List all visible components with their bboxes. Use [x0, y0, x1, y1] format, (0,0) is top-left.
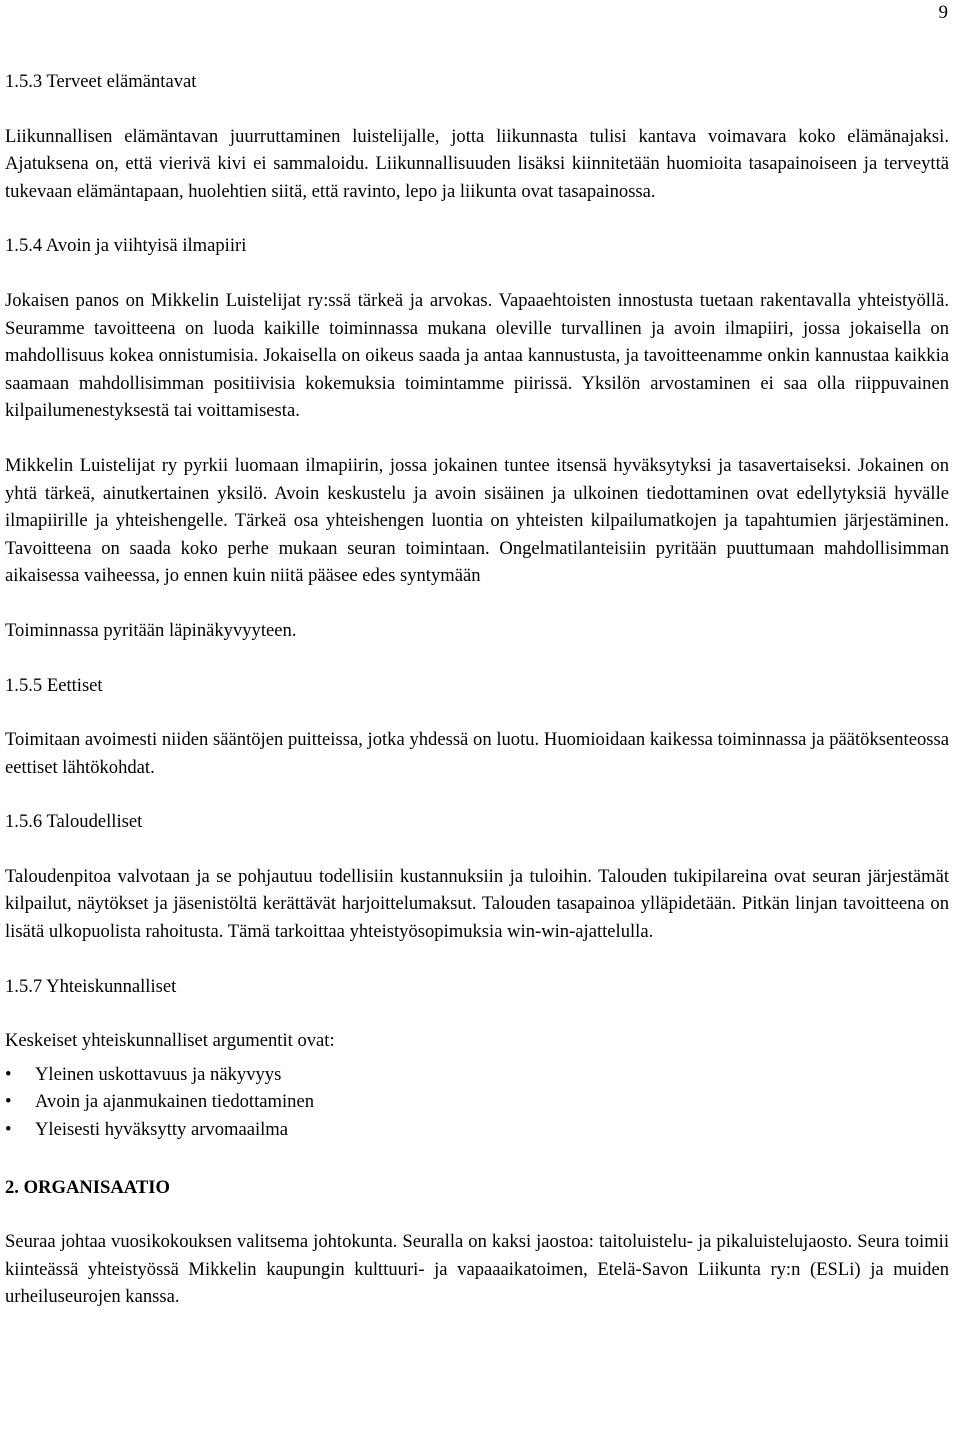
section-heading-1-5-3: 1.5.3 Terveet elämäntavat: [5, 71, 197, 92]
document-body: [5, 68, 949, 1311]
list-item-text: Avoin ja ajanmukainen tiedottaminen: [35, 1091, 314, 1113]
chapter-heading-organisation: 2. ORGANISAATIO: [5, 1176, 170, 1198]
page-number: 9: [938, 2, 948, 23]
section-heading-1-5-4: 1.5.4 Avoin ja viihtyisä ilmapiiri: [5, 235, 247, 257]
section-heading-1-5-5: 1.5.5 Eettiset: [5, 674, 103, 696]
paragraph-atmosphere-1: Jokaisen panos on Mikkelin Luistelijat ry:ssä tärkeä ja arvokas. Vapaaehtoisten innostusta tuetaan rakentavalla yhteistyöllä. Seuramme tavoitteena on luoda kaikille toiminnassa mukana oleville turvallinen ja avoin ilmapiiri, jossa jokaisella on mahdollisuus kokea onnistumisia. Jokaisella on oikeus saada ja antaa kannustusta, ja tavoitteenamme onkin kannustaa kaikkia saamaan mahdollisimman positiivisia kokemuksia toimintamme piirissä. Yksilön arvostaminen ei saa olla riippuvainen kilpailumenestyksestä tai voittamisesta.: [5, 289, 949, 422]
section-heading-1-5-7: 1.5.7 Yhteiskunnalliset: [5, 975, 177, 997]
societal-arguments-list: [5, 1061, 949, 1144]
bullet-icon: •: [5, 1119, 12, 1141]
bullet-icon: •: [5, 1091, 12, 1113]
paragraph-societal-intro: Keskeiset yhteiskunnalliset argumentit ovat:: [5, 1030, 335, 1052]
list-item: [5, 1061, 949, 1089]
paragraph-organisation: Seuraa johtaa vuosikokouksen valitsema johtokunta. Seuralla on kaksi jaostoa: taitoluistelu- ja pikaluistelujaosto. Seura toimii kiinteässä yhteistyössä Mikkelin kaupungin kulttuuri- ja vapaaaikatoimen, Etelä-Savon Liikunta ry:n (ESLi) ja muiden urheiluseurojen kanssa.: [5, 1231, 949, 1308]
paragraph-transparency: Toiminnassa pyritään läpinäkyvyyteen.: [5, 619, 297, 641]
paragraph-ethics: Toimitaan avoimesti niiden sääntöjen puitteissa, jotka yhdessä on luotu. Huomioidaan kaikessa toiminnassa ja päätöksenteossa eettiset lähtökohdat.: [5, 729, 949, 778]
section-heading-1-5-6: 1.5.6 Taloudelliset: [5, 811, 143, 833]
list-item: [5, 1088, 949, 1116]
list-item-text: Yleisesti hyväksytty arvomaailma: [35, 1119, 289, 1141]
list-item: [5, 1116, 949, 1144]
paragraph-atmosphere-2: Mikkelin Luistelijat ry pyrkii luomaan ilmapiirin, jossa jokainen tuntee itsensä hyväksytyksi ja tasavertaiseksi. Jokainen on yhtä tärkeä, ainutkertainen yksilö. Avoin keskustelu ja avoin sisäinen ja ulkoinen tiedottaminen ovat edellytyksiä hyvälle ilmapiirille ja yhteishengelle. Tärkeä osa yhteishengen luontia on yhteisten kilpailumatkojen ja tapahtumien järjestäminen. Tavoitteena on saada koko perhe mukaan seuran toimintaan. Ongelmatilanteisiin pyritään puuttumaan mahdollisimman aikaisessa vaiheessa, jo ennen kuin niitä pääsee edes syntymään: [5, 454, 949, 587]
paragraph-finances: Taloudenpitoa valvotaan ja se pohjautuu todellisiin kustannuksiin ja tuloihin. Talouden tukipilareina ovat seuran järjestämät kilpailut, näytökset ja jäsenistöltä kerättävät harjoittelumaksut. Talouden tasapainoa ylläpidetään. Pitkän linjan tavoitteena on lisätä ulkopuolista rahoitusta. Tämä tarkoittaa yhteistyösopimuksia win-win-ajattelulla.: [5, 865, 949, 943]
list-item-text: Yleinen uskottavuus ja näkyvyys: [35, 1063, 282, 1085]
paragraph-healthy-lifestyle: Liikunnallisen elämäntavan juurruttaminen luistelijalle, jotta liikunnasta tulisi kantava voimavara koko elämänajaksi. Ajatuksena on, että vierivä kivi ei sammaloidu. Liikunnallisuuden lisäksi kiinnitetään huomioita tasapainoiseen ja terveyttä tukevaan elämäntapaan, huolehtien siitä, että ravinto, lepo ja liikunta ovat tasapainossa.: [5, 125, 949, 202]
bullet-icon: •: [5, 1063, 12, 1085]
